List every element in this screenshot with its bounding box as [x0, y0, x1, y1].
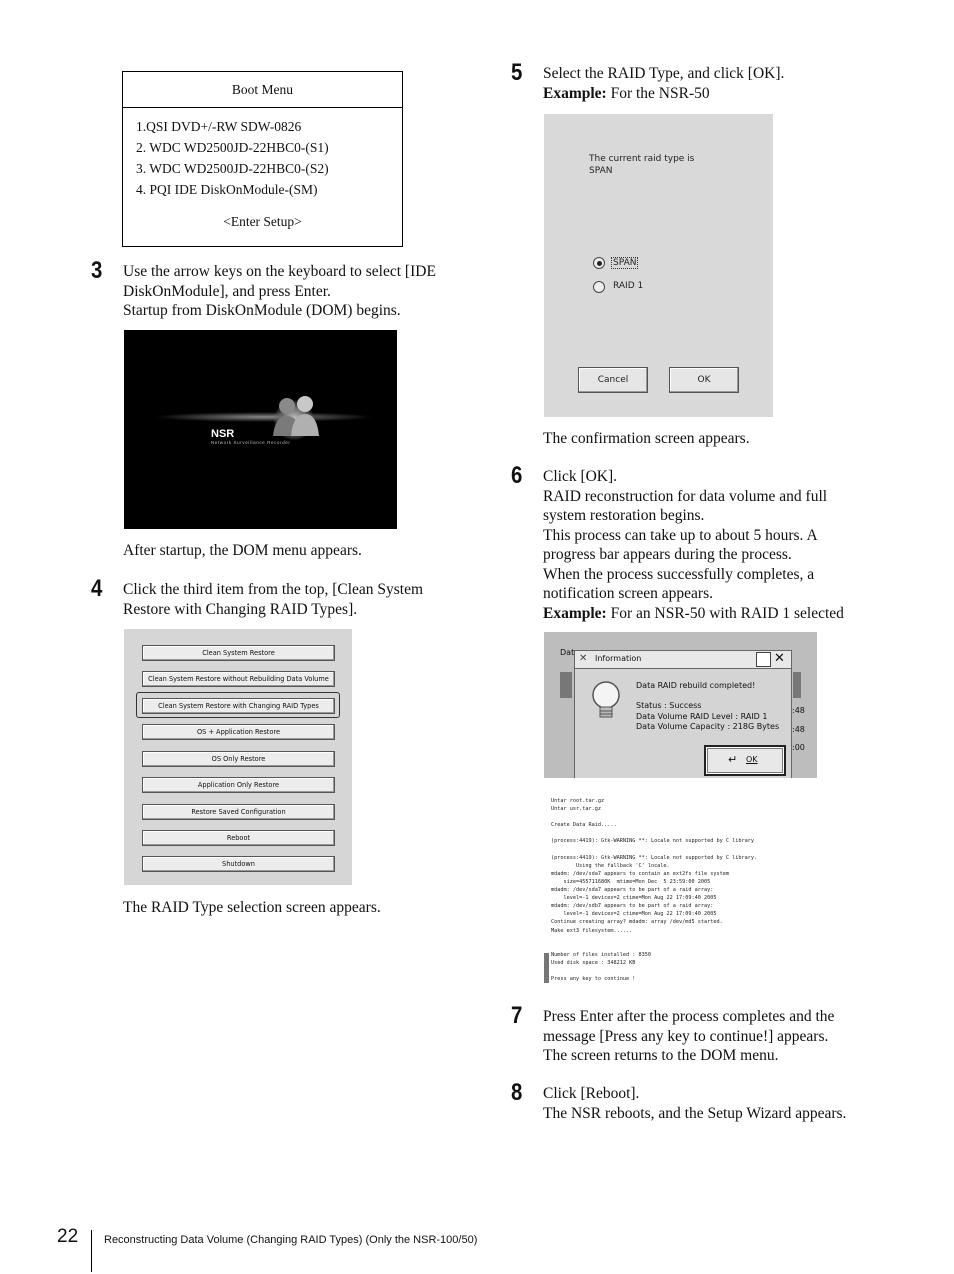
terminal-line: mdadm: /dev/sda7 appears to contain an ext2fs file system — [551, 870, 730, 877]
raid-message-line1: The current raid type is — [589, 154, 695, 164]
step-5-text — [543, 64, 784, 103]
message-line: Data RAID rebuild completed! — [636, 681, 756, 690]
lightbulb-icon — [590, 680, 622, 724]
step-6-line: RAID reconstruction for data volume and full — [543, 487, 828, 505]
step-8-text — [543, 1084, 846, 1123]
boot-menu-item: 3. WDC WD2500JD-22HBC0-(S2) — [136, 161, 329, 176]
dialog-titlebar — [574, 650, 792, 669]
terminal-line: mdadm: /dev/sda7 appears to be part of a raid array: — [551, 887, 714, 894]
terminal-line — [551, 935, 757, 943]
step-6-line: Click [OK]. — [543, 468, 618, 485]
step-7-text — [543, 1007, 834, 1066]
clean-system-restore-button[interactable]: Clean System Restore — [142, 645, 335, 661]
step-4-number: 4 — [91, 575, 103, 602]
step-5-line: Select the RAID Type, and click [OK]. — [543, 65, 785, 82]
boot-menu-item: 2. WDC WD2500JD-22HBC0-(S1) — [136, 140, 329, 155]
terminal-scroll-bar — [544, 953, 549, 983]
example-text: For the NSR-50 — [606, 84, 710, 102]
ok-button[interactable] — [704, 745, 786, 776]
background-progress-bar — [560, 672, 572, 698]
step-6-example — [543, 604, 844, 624]
terminal-line: Make ext3 filesystem...... — [551, 927, 633, 934]
terminal-line: Press any key to continue ! — [551, 976, 636, 983]
boot-menu-item: 4. PQI IDE DiskOnModule-(SM) — [136, 182, 318, 197]
terminal-line: size=455711680K mtime=Mon Dec 5 23:59:00 2005 — [551, 878, 711, 885]
step-6-line: When the process successfully completes, a — [543, 565, 815, 583]
side-value: :48 — [792, 725, 805, 734]
boot-menu-title: Boot Menu — [123, 72, 402, 108]
step-3-text — [123, 262, 436, 321]
light-streak — [154, 412, 374, 422]
message-line: Data Volume Capacity : 218G Bytes — [636, 722, 780, 731]
step-5-number: 5 — [511, 59, 523, 86]
terminal-line: level=-1 devices=2 ctime=Mon Aug 22 17:09:40 2005 — [551, 911, 717, 918]
terminal-line: Untar usr.tar.gz — [551, 806, 601, 813]
example-text: For an NSR-50 with RAID 1 selected — [606, 604, 844, 622]
side-value: :48 — [792, 706, 805, 715]
step-4-text — [123, 580, 423, 619]
step-3-line: DiskOnModule], and press Enter. — [123, 282, 331, 300]
os-application-restore-button[interactable]: OS + Application Restore — [142, 724, 335, 740]
dialog-title: Information — [595, 654, 642, 663]
raid-type-dialog — [544, 114, 773, 417]
terminal-screenshot — [544, 793, 817, 988]
terminal-line: Untar root.tar.gz — [551, 798, 605, 804]
raid-message-line2: SPAN — [589, 166, 613, 176]
nsr-subtitle: Network Surveillance Recorder — [211, 440, 291, 445]
raid1-radio-label: RAID 1 — [613, 281, 644, 291]
os-only-restore-button[interactable]: OS Only Restore — [142, 751, 335, 767]
step-3-line: Startup from DiskOnModule (DOM) begins. — [123, 302, 401, 319]
boot-menu-box — [122, 71, 403, 247]
x-logo-icon: ✕ — [579, 653, 588, 664]
boot-menu-list — [123, 108, 402, 200]
nsr-logo: NSR — [211, 428, 235, 440]
terminal-output — [551, 797, 757, 983]
terminal-line — [551, 829, 757, 837]
background-progress-bar — [793, 672, 801, 698]
step-4-line: Click the third item from the top, [Clean System — [123, 581, 424, 598]
side-value: :00 — [792, 743, 805, 752]
step-6-line: notification screen appears. — [543, 585, 713, 602]
span-radio-label: SPAN — [613, 258, 637, 268]
close-icon[interactable]: ✕ — [774, 651, 785, 666]
step-5-example — [543, 84, 784, 104]
reboot-button[interactable]: Reboot — [142, 830, 335, 846]
terminal-line: Using the fallback 'C' locale. — [551, 862, 670, 869]
step-6-line: This process can take up to about 5 hours. A — [543, 526, 818, 544]
information-dialog-screenshot — [544, 632, 817, 778]
boot-menu-item: 1.QSI DVD+/-RW SDW-0826 — [136, 119, 302, 134]
terminal-line: (process:4419): Gtk-WARNING **: Locale not supported by C library — [551, 838, 755, 845]
footer-divider — [91, 1230, 92, 1272]
terminal-line: level=-1 devices=2 ctime=Mon Aug 22 17:09:40 2005 — [551, 895, 717, 902]
step-3-after: After startup, the DOM menu appears. — [123, 542, 362, 559]
background-label: Dat — [560, 648, 575, 657]
restore-saved-config-button[interactable]: Restore Saved Configuration — [142, 804, 335, 820]
application-only-restore-button[interactable]: Application Only Restore — [142, 777, 335, 793]
step-4-line: Restore with Changing RAID Types]. — [123, 600, 358, 618]
cancel-button[interactable]: Cancel — [578, 367, 648, 393]
terminal-line: Used disk space : 348212 KB — [551, 959, 636, 966]
terminal-line — [551, 943, 757, 951]
message-line: Status : Success — [636, 701, 702, 710]
span-radio[interactable] — [593, 257, 605, 269]
step-8-number: 8 — [511, 1079, 523, 1106]
page-number: 22 — [57, 1226, 79, 1247]
footer-title: Reconstructing Data Volume (Changing RAID Types) (Only the NSR-100/50) — [104, 1234, 478, 1246]
example-label: Example: — [543, 604, 607, 622]
terminal-line: (process:4419): Gtk-WARNING **: Locale not supported by C library. — [551, 854, 758, 861]
step-6-line: progress bar appears during the process. — [543, 546, 792, 563]
step-6-line: system restoration begins. — [543, 507, 705, 524]
step-3-line: Use the arrow keys on the keyboard to select [IDE — [123, 263, 436, 280]
step-5-after: The confirmation screen appears. — [543, 430, 750, 447]
check-arrow-icon: ↵ — [728, 753, 738, 766]
terminal-line — [551, 846, 757, 854]
step-8-line: The NSR reboots, and the Setup Wizard appears. — [543, 1104, 847, 1122]
ok-button[interactable]: OK — [669, 367, 739, 393]
step-7-line: message [Press any key to continue!] appears. — [543, 1027, 829, 1045]
terminal-line — [551, 813, 757, 821]
step-6-text — [543, 467, 844, 623]
minimize-icon[interactable] — [756, 652, 771, 667]
dom-menu-screenshot — [124, 629, 352, 885]
terminal-line — [551, 967, 757, 975]
step-8-line: Click [Reboot]. — [543, 1085, 640, 1102]
boot-menu-setup: <Enter Setup> — [223, 214, 302, 229]
terminal-line: Number of files installed : 8350 — [551, 951, 651, 958]
message-line: Data Volume RAID Level : RAID 1 — [636, 712, 768, 721]
step-7-line: Press Enter after the process completes and the — [543, 1008, 835, 1025]
restore-without-rebuild-button[interactable]: Clean System Restore without Rebuilding Data Volume — [142, 671, 335, 687]
shutdown-button[interactable]: Shutdown — [142, 856, 335, 872]
raid1-radio[interactable] — [593, 281, 605, 293]
step-4-after: The RAID Type selection screen appears. — [123, 899, 381, 916]
terminal-line: Create Data Raid..... — [551, 822, 617, 829]
step-3-number: 3 — [91, 257, 103, 284]
people-silhouette-icon — [269, 392, 325, 440]
example-label: Example: — [543, 84, 607, 102]
restore-changing-raid-button[interactable]: Clean System Restore with Changing RAID Types — [142, 698, 335, 714]
step-6-number: 6 — [511, 462, 523, 489]
step-7-line: The screen returns to the DOM menu. — [543, 1047, 779, 1064]
step-7-number: 7 — [511, 1002, 523, 1029]
terminal-line: Continue creating array? mdadm: array /dev/md5 started. — [551, 919, 723, 926]
terminal-line: mdadm: /dev/sdb7 appears to be part of a raid array: — [551, 903, 714, 910]
nsr-splash-screenshot — [124, 330, 397, 529]
ok-label: OK — [746, 755, 758, 764]
